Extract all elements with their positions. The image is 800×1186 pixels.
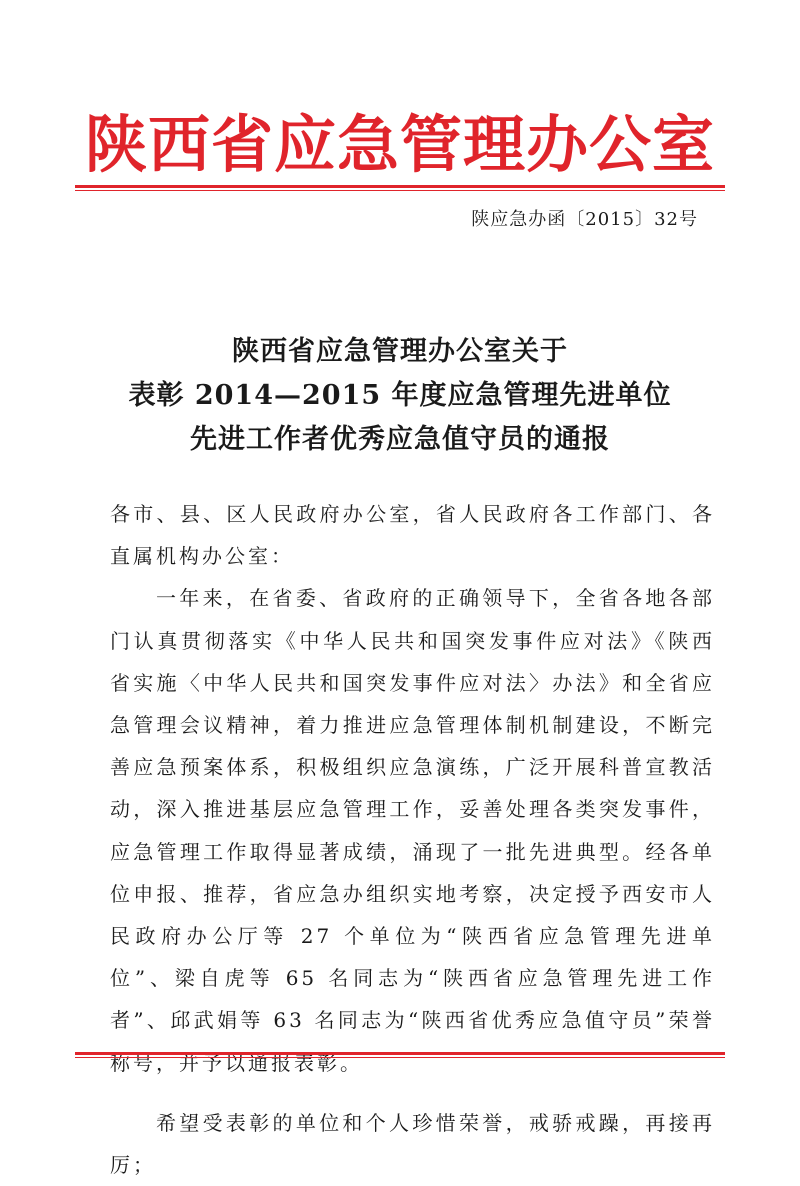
addressee: 各市、县、区人民政府办公室，省人民政府各工作部门、各直属机构办公室： [110, 502, 715, 569]
letterhead-title: 陕西省应急管理办公室 [84, 108, 715, 181]
footer-red-rule [75, 1052, 725, 1058]
document-body [110, 493, 715, 1186]
body-paragraph-2: 希望受表彰的单位和个人珍惜荣誉，戒骄戒躁，再接再厉； [110, 1110, 715, 1178]
body-paragraph-1: 一年来，在省委、省政府的正确领导下，全省各地各部门认真贯彻落实《中华人民共和国突发事件应对法》《陕西省实施〈中华人民共和国突发事件应对法〉办法》和全省应急管理会议精神，着力推进应急管理体制机制建设，不断完善应急预案体系，积极组织应急演练，广泛开展科普宣教活动，深入推进基层应急管理工作，妥善处理各类突发事件，应急管理工作取得显著成绩，涌现了一批先进典型。经各单位申报、推荐，省应急办组织实地考察，决定授予西安市人民政府办公厅等 27 个单位为“陕西省应急管理先进单位”、梁自虎等 65 名同志为“陕西省应急管理先进工作者”、邱武娟等 63 名同志为“陕西省优秀应急值守员”荣誉称号，并予以通报表彰。 [110, 586, 715, 1075]
document-number: 陕应急办函〔2015〕32号 [471, 209, 698, 230]
title-line-3: 先进工作者优秀应急值守员的通报 [190, 424, 610, 455]
title-line-2: 表彰 2014—2015 年度应急管理先进单位 [128, 380, 672, 411]
document-title [0, 330, 800, 462]
title-line-1: 陕西省应急管理办公室关于 [232, 336, 568, 367]
letterhead-red-rule [75, 185, 725, 191]
